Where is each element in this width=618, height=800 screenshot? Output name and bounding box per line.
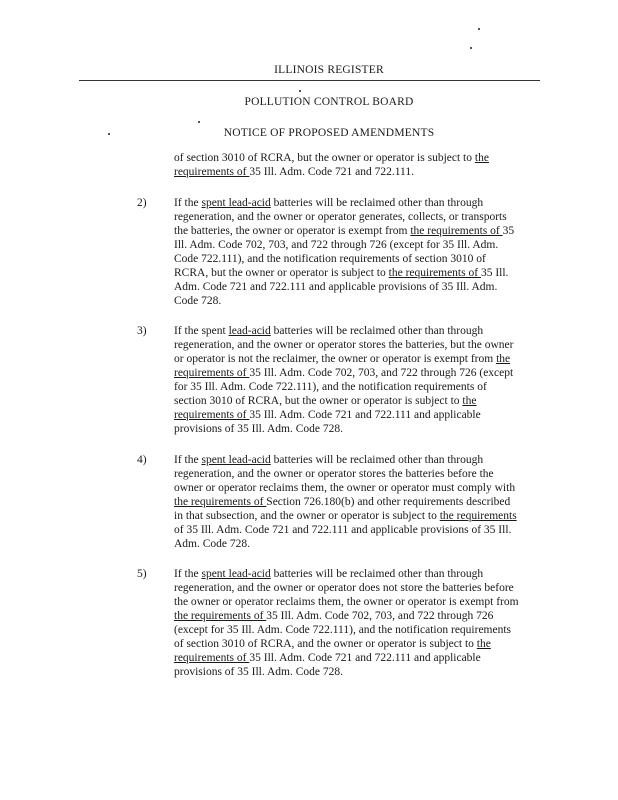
underlined-text: the xyxy=(496,353,511,365)
underlined-text: requirements of xyxy=(174,367,250,379)
text-line: for 35 Ill. Adm. Code 722.111), and the notification requirements of xyxy=(174,381,487,393)
underlined-text: spent lead-acid xyxy=(201,454,271,466)
text-span: batteries will be reclaimed other than through xyxy=(270,568,484,580)
text-span: section 3010 of RCRA, but the owner or operator is subject to xyxy=(174,395,463,407)
scan-speck xyxy=(198,121,200,123)
text-line xyxy=(174,453,483,467)
text-line: Ill. Adm. Code 702, 703, and 722 through 726 (except for 35 Ill. Adm. xyxy=(174,239,499,251)
underlined-text: requirements of xyxy=(174,166,250,178)
paragraph-number: 4) xyxy=(137,454,147,466)
text-span: batteries will be reclaimed other than through xyxy=(270,197,484,209)
text-line: owner or operator reclaims them, the owner or operator must comply with xyxy=(174,482,516,494)
text-line: Adm. Code 728. xyxy=(174,538,251,550)
text-line: regeneration, and the owner or operator generates, collects, or transports xyxy=(174,211,507,223)
paragraph-number: 2) xyxy=(137,197,147,209)
text-line: Code 728. xyxy=(174,295,222,307)
text-span: batteries will be reclaimed other than through xyxy=(270,325,484,337)
text-line xyxy=(174,495,510,509)
paragraph-number: 3) xyxy=(137,325,147,337)
text-line: the owner or operator reclaims them, the owner or operator is exempt from xyxy=(174,596,519,608)
text-span: 35 Ill. xyxy=(480,267,509,279)
board-title: POLLUTION CONTROL BOARD xyxy=(244,96,414,108)
text-line: regeneration, and the owner or operator stores the batteries before the xyxy=(174,468,494,480)
text-line xyxy=(174,196,483,210)
text-span: RCRA, but the owner or operator is subject to xyxy=(174,267,389,279)
text-line xyxy=(174,567,483,581)
underlined-text: the requirements xyxy=(439,510,517,522)
text-span: 35 xyxy=(502,225,515,237)
text-span: 35 Ill. Adm. Code 721 and 722.111 and applicable xyxy=(249,409,481,421)
text-line xyxy=(174,509,517,523)
text-line xyxy=(174,366,513,380)
underlined-text: spent lead-acid xyxy=(201,197,271,209)
paragraph-number: 5) xyxy=(137,568,147,580)
text-span: or operator is not the reclaimer, the owner or operator is exempt from xyxy=(174,353,497,365)
text-line xyxy=(174,165,414,179)
text-line xyxy=(174,651,481,665)
underlined-text: lead-acid xyxy=(228,325,271,337)
text-line: Adm. Code 721 and 722.111 and applicable provisions of 35 Ill. Adm. xyxy=(174,281,498,293)
underlined-text: the xyxy=(462,395,477,407)
text-span: 35 Ill. Adm. Code 702, 703, and 722 through 726 (except xyxy=(249,367,514,379)
underlined-text: requirements of xyxy=(174,652,250,664)
text-line xyxy=(174,324,483,338)
scan-speck xyxy=(470,47,472,49)
text-line xyxy=(174,224,514,238)
text-span: 35 Ill. Adm. Code 721 and 722.111 and applicable xyxy=(249,652,481,664)
text-span: Section 726.180(b) and other requirements described xyxy=(266,496,511,508)
text-line xyxy=(174,352,510,366)
underlined-text: the requirements of xyxy=(174,610,267,622)
text-line xyxy=(174,151,489,165)
text-line xyxy=(174,266,508,280)
text-line xyxy=(174,408,481,422)
text-span: batteries will be reclaimed other than through xyxy=(270,454,484,466)
text-span: the batteries, the owner or operator is exempt from xyxy=(174,225,411,237)
text-span: If the spent xyxy=(174,325,229,337)
underlined-text: the xyxy=(476,638,491,650)
underlined-text: the requirements of xyxy=(174,496,267,508)
underlined-text: the requirements of xyxy=(388,267,481,279)
text-span: of section 3010 of RCRA, but the owner or operator is subject to xyxy=(174,152,475,164)
text-line: regeneration, and the owner or operator stores the batteries, but the owner xyxy=(174,339,514,351)
underlined-text: spent lead-acid xyxy=(201,568,271,580)
text-line: provisions of 35 Ill. Adm. Code 728. xyxy=(174,666,343,678)
text-span: of section 3010 of RCRA, and the owner or operator is subject to xyxy=(174,638,477,650)
notice-title: NOTICE OF PROPOSED AMENDMENTS xyxy=(223,127,435,139)
text-span: 35 Ill. Adm. Code 702, 703, and 722 through 726 xyxy=(266,610,494,622)
register-title: ILLINOIS REGISTER xyxy=(274,64,384,76)
underlined-text: the requirements of xyxy=(410,225,503,237)
text-span: 35 Ill. Adm. Code 721 and 722.111. xyxy=(249,166,414,178)
text-line: regeneration, and the owner or operator does not store the batteries before xyxy=(174,582,514,594)
text-span: If the xyxy=(174,568,202,580)
text-span: If the xyxy=(174,197,202,209)
text-line: of 35 Ill. Adm. Code 721 and 722.111 and applicable provisions of 35 Ill. xyxy=(174,524,512,536)
scan-speck xyxy=(478,28,480,30)
underlined-text: the xyxy=(474,152,489,164)
text-line: provisions of 35 Ill. Adm. Code 728. xyxy=(174,423,343,435)
text-span: in that subsection, and the owner or operator is subject to xyxy=(174,510,440,522)
text-line xyxy=(174,394,476,408)
header-rule xyxy=(79,80,540,81)
underlined-text: requirements of xyxy=(174,409,250,421)
text-span: If the xyxy=(174,454,202,466)
text-line xyxy=(174,609,493,623)
text-line xyxy=(174,637,491,651)
text-line: (except for 35 Ill. Adm. Code 722.111), and the notification requirements xyxy=(174,624,512,636)
scan-speck xyxy=(299,90,301,92)
text-line: Code 722.111), and the notification requirements of section 3010 of xyxy=(174,253,486,265)
